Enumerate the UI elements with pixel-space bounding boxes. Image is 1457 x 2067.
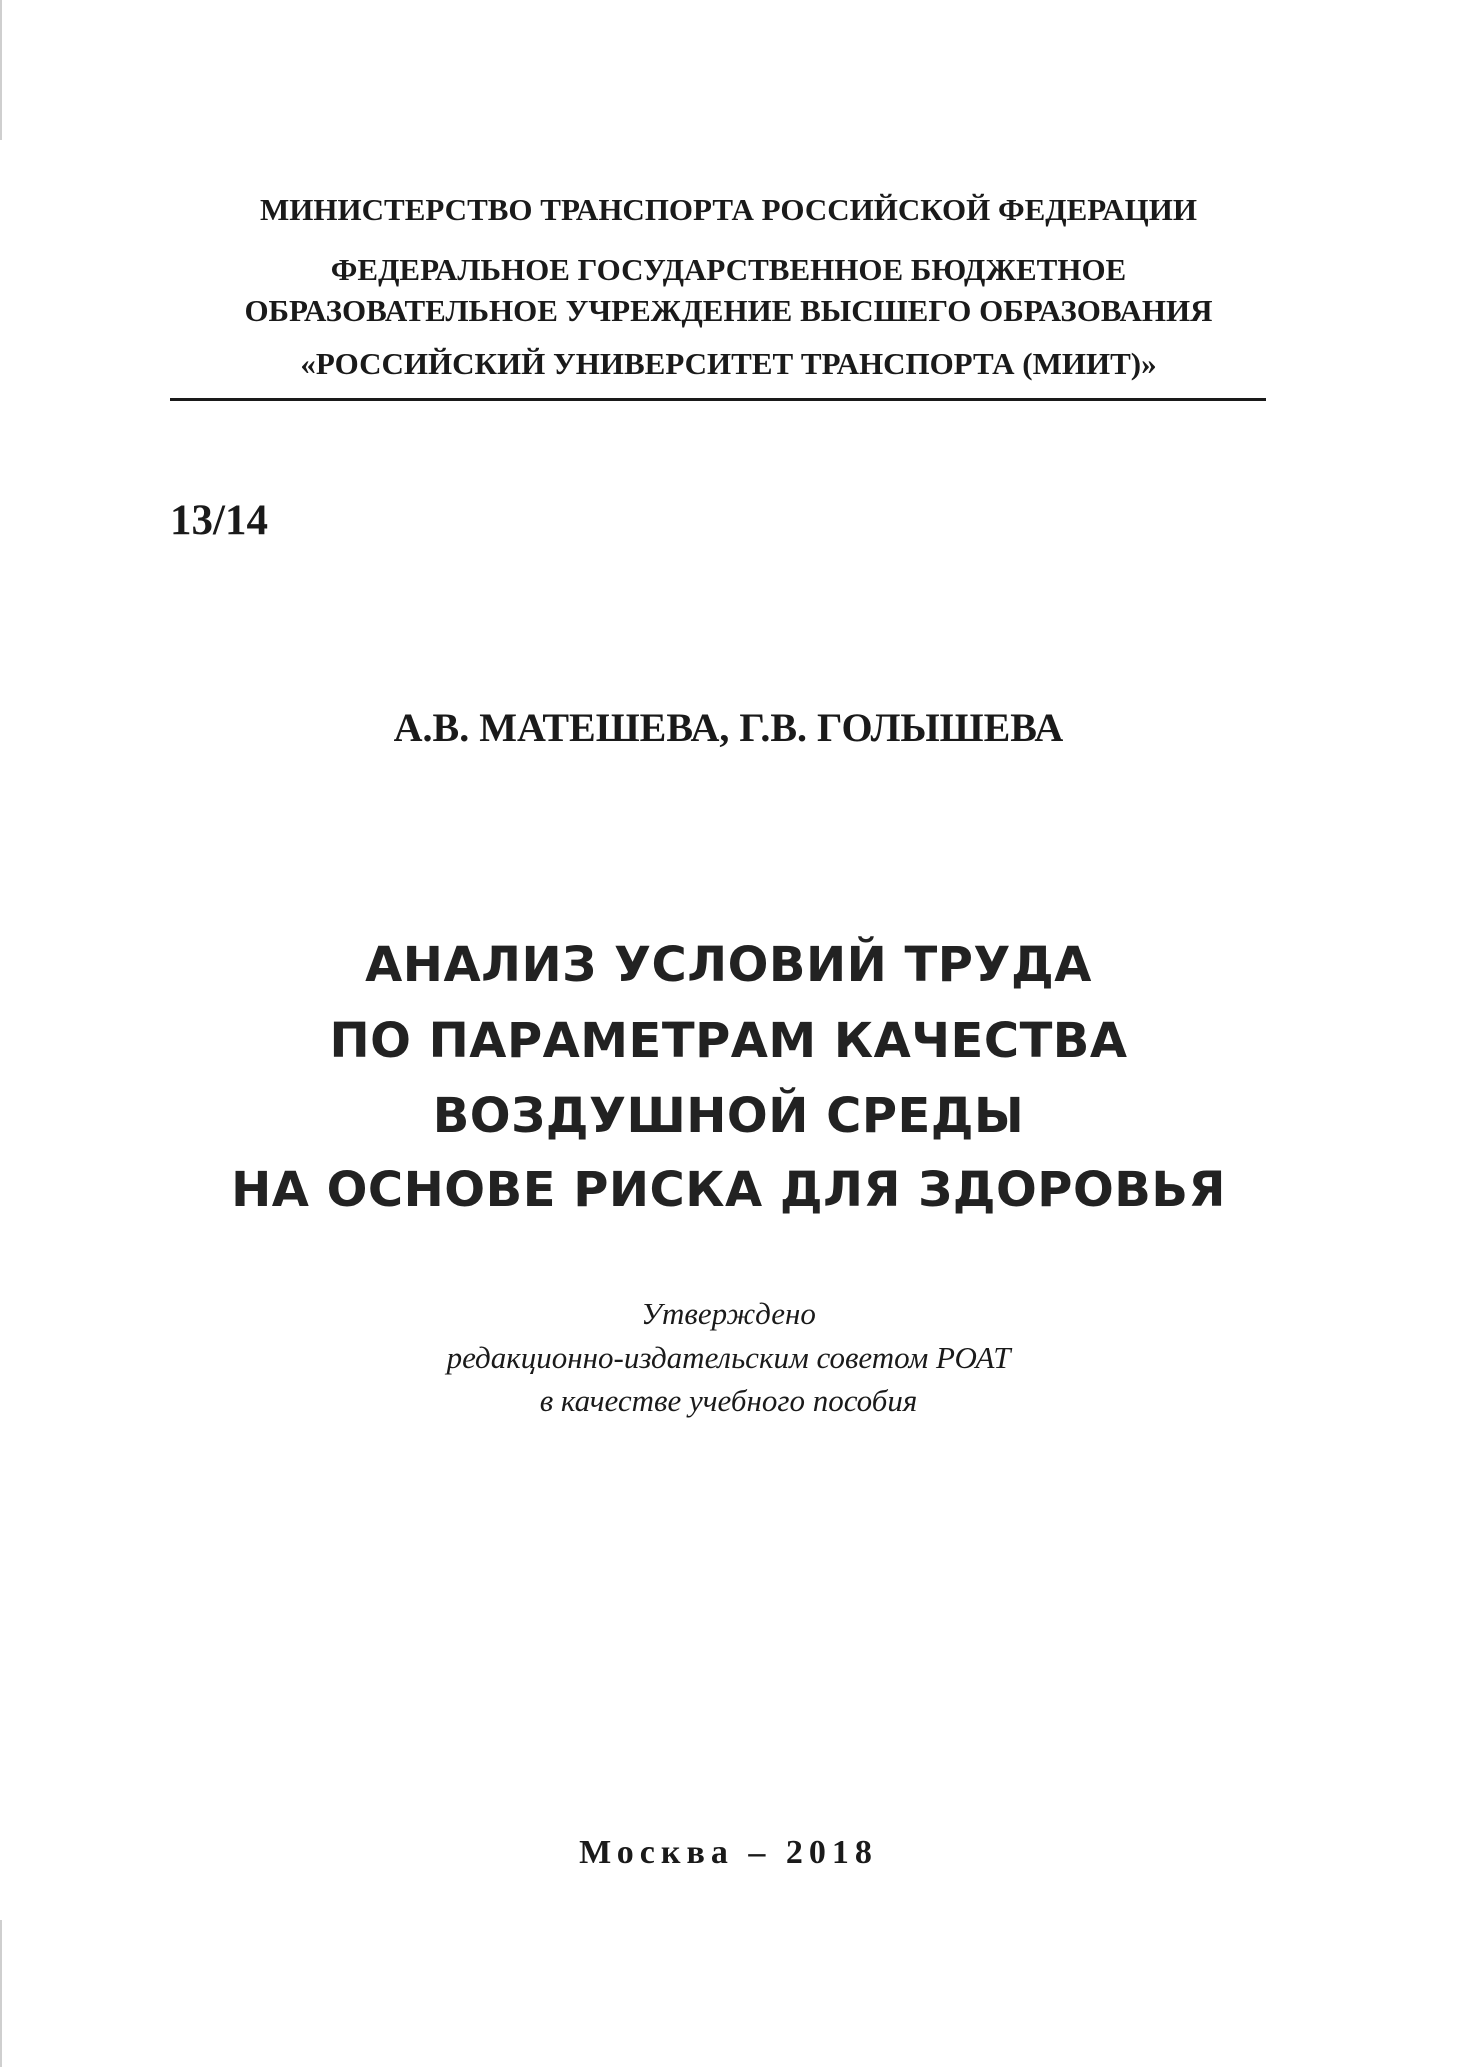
ministry-heading: МИНИСТЕРСТВО ТРАНСПОРТА РОССИЙСКОЙ ФЕДЕРАЦИИ	[260, 192, 1197, 227]
document-code: 13/14	[170, 497, 268, 544]
title-line-2: ПО ПАРАМЕТРАМ КАЧЕСТВА	[329, 1013, 1128, 1069]
approval-line-2: редакционно-издательским советом РОАТ	[446, 1340, 1011, 1375]
city-year: Москва – 2018	[579, 1834, 878, 1871]
header-divider	[170, 398, 1266, 401]
approval-line-3: в качестве учебного пособия	[539, 1383, 918, 1418]
university-name: «РОССИЙСКИЙ УНИВЕРСИТЕТ ТРАНСПОРТА (МИИТ)»	[300, 346, 1157, 381]
title-line-3: ВОЗДУШНОЙ СРЕДЫ	[432, 1088, 1025, 1144]
institution-line-2: ОБРАЗОВАТЕЛЬНОЕ УЧРЕЖДЕНИЕ ВЫСШЕГО ОБРАЗОВАНИЯ	[244, 293, 1213, 328]
page-edge-bottom	[0, 1920, 2, 2067]
institution-line-1: ФЕДЕРАЛЬНОЕ ГОСУДАРСТВЕННОЕ БЮДЖЕТНОЕ	[330, 252, 1127, 287]
authors: А.В. МАТЕШЕВА, Г.В. ГОЛЫШЕВА	[393, 705, 1064, 750]
approval-line-1: Утверждено	[641, 1296, 816, 1331]
title-line-1: АНАЛИЗ УСЛОВИЙ ТРУДА	[365, 937, 1092, 993]
title-line-4: НА ОСНОВЕ РИСКА ДЛЯ ЗДОРОВЬЯ	[231, 1162, 1226, 1218]
page-edge-top	[0, 0, 2, 140]
